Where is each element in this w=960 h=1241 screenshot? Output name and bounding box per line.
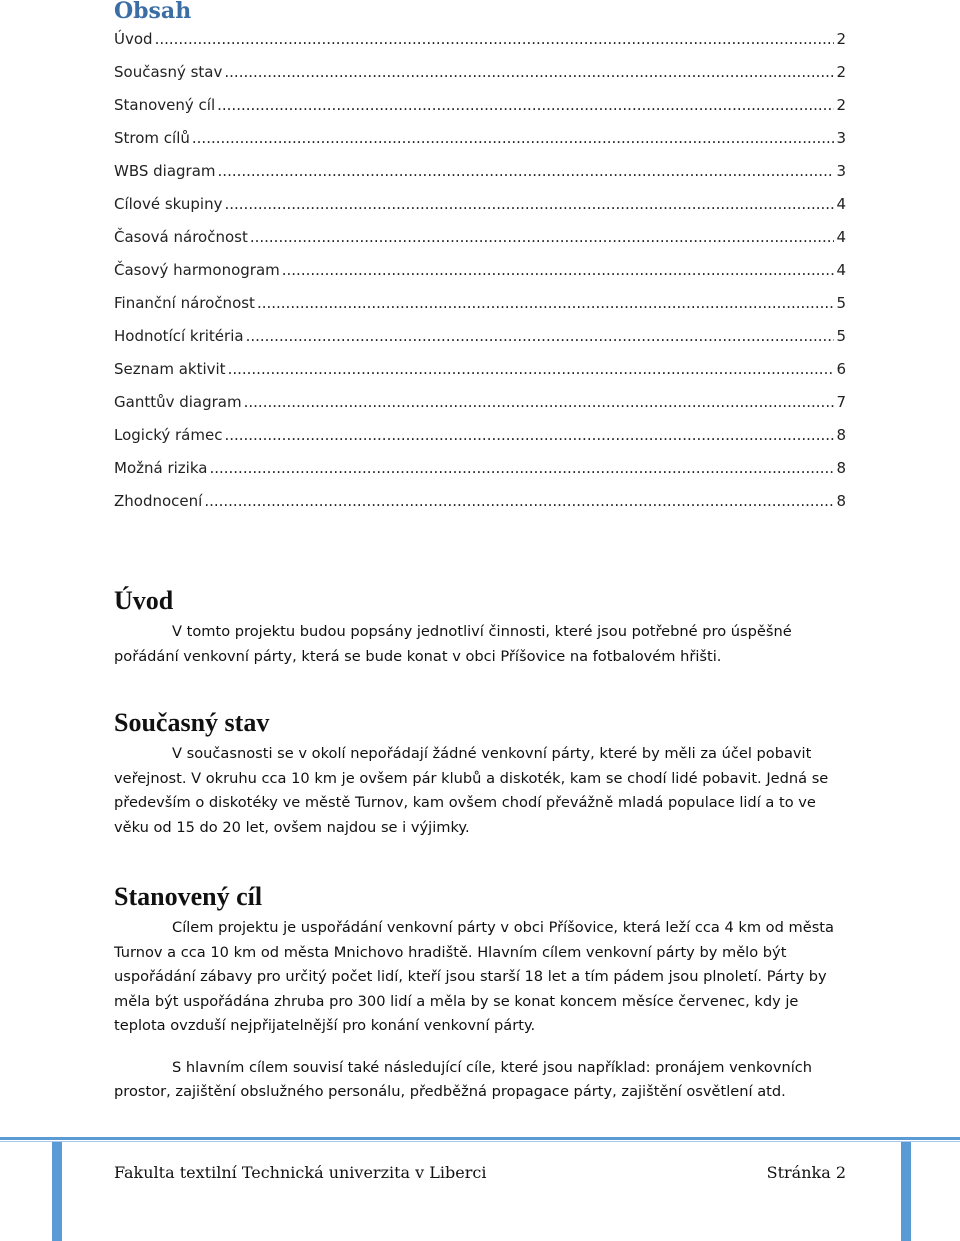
toc-leader-dots (224, 193, 834, 215)
toc-item-cilove-skupiny[interactable] (114, 193, 846, 226)
footer-rule-thin (0, 1141, 960, 1142)
toc-item-label: Seznam aktivit (114, 360, 226, 378)
toc-leader-dots (250, 226, 835, 248)
toc-item-page: 2 (836, 63, 846, 81)
paragraph: V současnosti se v okolí nepořádají žádné venkovní párty, které by měli za účel pobavit veřejnost. V okruhu cca 10 km je ovšem pár klubů a diskoték, kam se chodí lidé pobavit. Jedná se především o diskotéky ve městě Turnov, kam ovšem chodí převážně mladá populace lidí a to ve věku od 15 do 20 let, ovšem najdou se i výjimky. (114, 745, 829, 836)
toc-item-page: 5 (836, 327, 846, 345)
section-uvod (114, 586, 846, 669)
toc-leader-dots (246, 325, 835, 347)
toc-item-financni-narocnost[interactable] (114, 292, 846, 325)
paragraph: Cílem projektu je uspořádání venkovní párty v obci Příšovice, která leží cca 4 km od města Turnov a cca 10 km od města Mnichovo hradiště. Hlavním cílem venkovní párty by mělo být uspořádání zábavy pro určitý počet lidí, kteří jsou starší 18 let a tím pádem jsou plnoletí. Párty by měla být uspořádána zhruba pro 300 lidí a měla by se konat koncem měsíce červenec, kdy je teplota ovzduší nejpřijatelnější pro konání venkovní párty. (114, 919, 834, 1034)
section-soucasny-stav (114, 708, 846, 840)
toc-item-label: Hodnotící kritéria (114, 327, 244, 345)
toc-item-label: Možná rizika (114, 459, 208, 477)
toc-item-label: Ganttův diagram (114, 393, 242, 411)
toc-item-label: Časový harmonogram (114, 261, 280, 279)
paragraph: V tomto projektu budou popsány jednotliví činnosti, které jsou potřebné pro úspěšné pořádání venkovní párty, která se bude konat v obci Příšovice na fotbalovém hřišti. (114, 623, 792, 665)
toc-item-strom-cilu[interactable] (114, 127, 846, 160)
toc-item-page: 8 (836, 426, 846, 444)
footer-page-number: Stránka 2 (766, 1163, 846, 1182)
toc-item-label: Stanovený cíl (114, 96, 216, 114)
toc-leader-dots (204, 490, 834, 512)
toc-item-hodnotici-kriteria[interactable] (114, 325, 846, 358)
toc-item-page: 4 (836, 261, 846, 279)
toc-item-page: 2 (836, 30, 846, 48)
footer-right-bar (901, 1142, 911, 1241)
toc-item-page: 7 (836, 393, 846, 411)
toc-leader-dots (224, 424, 834, 446)
toc-item-label: Současný stav (114, 63, 223, 81)
toc-item-page: 5 (836, 294, 846, 312)
paragraph: S hlavním cílem souvisí také následující cíle, které jsou například: pronájem venkovních prostor, zajištění obslužného personálu, předběžná propagace párty, zajištění osvětlení atd. (114, 1058, 813, 1100)
toc-leader-dots (218, 160, 835, 182)
section-heading-soucasny-stav: Současný stav (114, 708, 270, 737)
toc-item-casova-narocnost[interactable] (114, 226, 846, 259)
toc-title: Obsah (114, 0, 192, 24)
toc-item-label: Úvod (114, 30, 153, 48)
footer-left-bar (52, 1142, 62, 1241)
toc-item-page: 2 (836, 96, 846, 114)
toc-item-label: Cílové skupiny (114, 195, 223, 213)
toc-item-mozna-rizika[interactable] (114, 457, 846, 490)
toc-item-label: Finanční náročnost (114, 294, 255, 312)
toc-leader-dots (224, 61, 834, 83)
toc-leader-dots (282, 259, 835, 281)
toc-item-page: 4 (836, 195, 846, 213)
toc-leader-dots (228, 358, 835, 380)
toc-leader-dots (192, 127, 835, 149)
toc-item-ganttuv-diagram[interactable] (114, 391, 846, 424)
toc-leader-dots (244, 391, 835, 413)
toc-item-uvod[interactable] (114, 28, 846, 61)
toc-leader-dots (257, 292, 835, 314)
toc-item-casovy-harmonogram[interactable] (114, 259, 846, 292)
toc-item-page: 3 (836, 162, 846, 180)
toc-item-page: 4 (836, 228, 846, 246)
section-heading-uvod: Úvod (114, 586, 174, 615)
toc-leader-dots (217, 94, 834, 116)
toc-item-label: Strom cílů (114, 129, 190, 147)
toc-item-page: 3 (836, 129, 846, 147)
toc-item-page: 8 (836, 492, 846, 510)
section-stanoveny-cil (114, 882, 846, 1105)
toc-item-label: Logický rámec (114, 426, 223, 444)
toc-item-wbs-diagram[interactable] (114, 160, 846, 193)
footer-rule (0, 1137, 960, 1140)
toc-leader-dots (209, 457, 834, 479)
section-heading-stanoveny-cil: Stanovený cíl (114, 882, 263, 911)
toc-item-label: Zhodnocení (114, 492, 203, 510)
toc-item-zhodnoceni[interactable] (114, 490, 846, 523)
toc-leader-dots (155, 28, 835, 50)
toc-item-soucasny-stav[interactable] (114, 61, 846, 94)
toc-item-logicky-ramec[interactable] (114, 424, 846, 457)
footer-institution: Fakulta textilní Technická univerzita v Liberci (114, 1163, 487, 1182)
toc-item-page: 6 (836, 360, 846, 378)
table-of-contents (114, 28, 846, 523)
toc-item-stanoveny-cil[interactable] (114, 94, 846, 127)
toc-item-label: Časová náročnost (114, 228, 248, 246)
toc-item-page: 8 (836, 459, 846, 477)
toc-item-seznam-aktivit[interactable] (114, 358, 846, 391)
toc-item-label: WBS diagram (114, 162, 216, 180)
